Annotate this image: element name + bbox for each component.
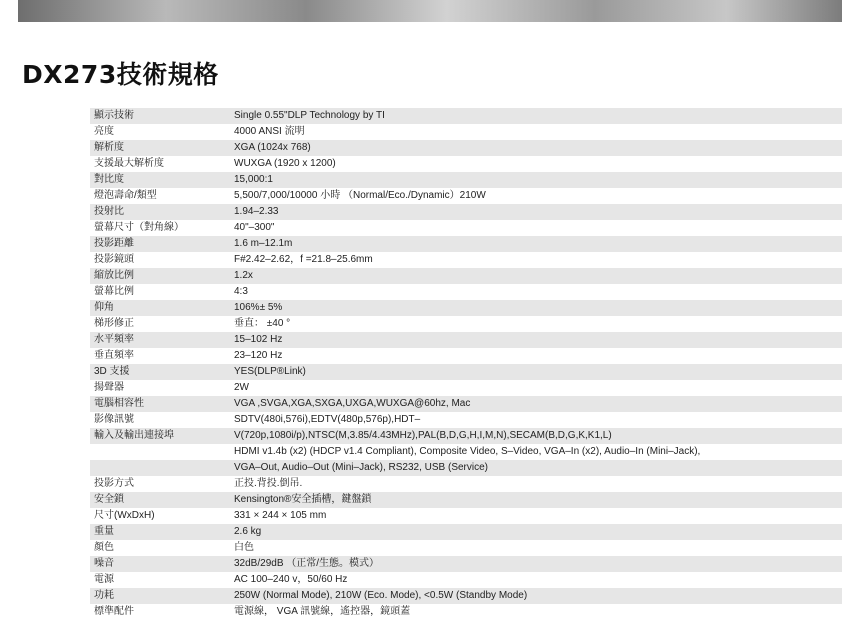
spec-row [90, 476, 842, 492]
spec-label: 電源 [90, 572, 234, 588]
spec-label: 投影方式 [90, 476, 234, 492]
spec-row [90, 204, 842, 220]
spec-value: 23–120 Hz [234, 348, 842, 364]
spec-row [90, 172, 842, 188]
spec-row [90, 108, 842, 124]
spec-label: 對比度 [90, 172, 234, 188]
spec-label: 投影鏡頭 [90, 252, 234, 268]
spec-row [90, 140, 842, 156]
spec-row [90, 604, 842, 620]
spec-value: Single 0.55"DLP Technology by TI [234, 108, 842, 124]
spec-label: 尺寸(WxDxH) [90, 508, 234, 524]
spec-label: 顯示技術 [90, 108, 234, 124]
spec-row [90, 124, 842, 140]
spec-value: VGA ,SVGA,XGA,SXGA,UXGA,WUXGA@60hz, Mac [234, 396, 842, 412]
spec-value: XGA (1024x 768) [234, 140, 842, 156]
spec-row [90, 492, 842, 508]
spec-row [90, 556, 842, 572]
spec-value: 1.2x [234, 268, 842, 284]
spec-label: 安全鎖 [90, 492, 234, 508]
spec-row [90, 348, 842, 364]
spec-value: 正投.背投.倒吊. [234, 476, 842, 492]
spec-row [90, 412, 842, 428]
spec-label: 仰角 [90, 300, 234, 316]
spec-value: VGA–Out, Audio–Out (Mini–Jack), RS232, USB (Service) [234, 460, 842, 476]
spec-value: 15–102 Hz [234, 332, 842, 348]
header-banner-image [18, 0, 842, 22]
spec-label [90, 444, 234, 460]
spec-label: 電腦相容性 [90, 396, 234, 412]
spec-label: 梯形修正 [90, 316, 234, 332]
spec-value: 250W (Normal Mode), 210W (Eco. Mode), <0.5W (Standby Mode) [234, 588, 842, 604]
spec-value: 白色 [234, 540, 842, 556]
spec-label: 縮放比例 [90, 268, 234, 284]
spec-value: YES(DLP®Link) [234, 364, 842, 380]
spec-value: 15,000:1 [234, 172, 842, 188]
page-title: DX273技術規格 [22, 60, 219, 89]
spec-label: 3D 支援 [90, 364, 234, 380]
spec-row [90, 588, 842, 604]
spec-row [90, 268, 842, 284]
spec-label: 燈泡壽命/類型 [90, 188, 234, 204]
spec-value: AC 100–240 v，50/60 Hz [234, 572, 842, 588]
spec-value: 2W [234, 380, 842, 396]
spec-row [90, 284, 842, 300]
spec-label: 顏色 [90, 540, 234, 556]
spec-label: 標準配件 [90, 604, 234, 620]
spec-value: 40"–300" [234, 220, 842, 236]
spec-table [90, 108, 842, 620]
spec-label: 投影距離 [90, 236, 234, 252]
spec-label: 影像訊號 [90, 412, 234, 428]
spec-value: 5,500/7,000/10000 小時 （Normal/Eco./Dynamic）210W [234, 188, 842, 204]
spec-value: WUXGA (1920 x 1200) [234, 156, 842, 172]
spec-label: 輸入及輸出連接埠 [90, 428, 234, 444]
spec-label: 噪音 [90, 556, 234, 572]
spec-value: 1.94–2.33 [234, 204, 842, 220]
spec-label: 螢幕比例 [90, 284, 234, 300]
spec-label: 亮度 [90, 124, 234, 140]
spec-value: 2.6 kg [234, 524, 842, 540]
spec-row [90, 540, 842, 556]
spec-value: 電源線， VGA 訊號線，遙控器，鏡頭蓋 [234, 604, 842, 620]
spec-row [90, 444, 842, 460]
spec-value: 1.6 m–12.1m [234, 236, 842, 252]
spec-row [90, 428, 842, 444]
spec-label: 解析度 [90, 140, 234, 156]
spec-label: 垂直頻率 [90, 348, 234, 364]
spec-value: HDMI v1.4b (x2) (HDCP v1.4 Compliant), Composite Video, S–Video, VGA–In (x2), Audio–In (Mini–Jack), [234, 444, 842, 460]
spec-value: 4:3 [234, 284, 842, 300]
spec-row [90, 156, 842, 172]
spec-row [90, 572, 842, 588]
spec-value: 331 × 244 × 105 mm [234, 508, 842, 524]
spec-row [90, 188, 842, 204]
spec-row [90, 508, 842, 524]
spec-value: 32dB/29dB （正常/生態。模式） [234, 556, 842, 572]
spec-row [90, 332, 842, 348]
spec-label: 揚聲器 [90, 380, 234, 396]
spec-value: F#2.42–2.62，f =21.8–25.6mm [234, 252, 842, 268]
spec-row [90, 380, 842, 396]
spec-row [90, 524, 842, 540]
spec-label: 支援最大解析度 [90, 156, 234, 172]
spec-row [90, 316, 842, 332]
spec-row [90, 252, 842, 268]
spec-row [90, 460, 842, 476]
spec-label: 投射比 [90, 204, 234, 220]
spec-value: 垂直： ±40 ° [234, 316, 842, 332]
spec-label: 螢幕尺寸（對角線） [90, 220, 234, 236]
spec-value: 4000 ANSI 流明 [234, 124, 842, 140]
spec-value: 106%± 5% [234, 300, 842, 316]
spec-row [90, 236, 842, 252]
spec-value: Kensington®安全插槽，鍵盤鎖 [234, 492, 842, 508]
spec-value: SDTV(480i,576i),EDTV(480p,576p),HDT– [234, 412, 842, 428]
spec-label: 水平頻率 [90, 332, 234, 348]
spec-value: V(720p,1080i/p),NTSC(M,3.85/4.43MHz),PAL(B,D,G,H,I,M,N),SECAM(B,D,G,K,K1,L) [234, 428, 842, 444]
spec-table-body [90, 108, 842, 620]
spec-row [90, 220, 842, 236]
spec-label: 功耗 [90, 588, 234, 604]
spec-row [90, 364, 842, 380]
spec-row [90, 396, 842, 412]
spec-label [90, 460, 234, 476]
spec-label: 重量 [90, 524, 234, 540]
spec-row [90, 300, 842, 316]
